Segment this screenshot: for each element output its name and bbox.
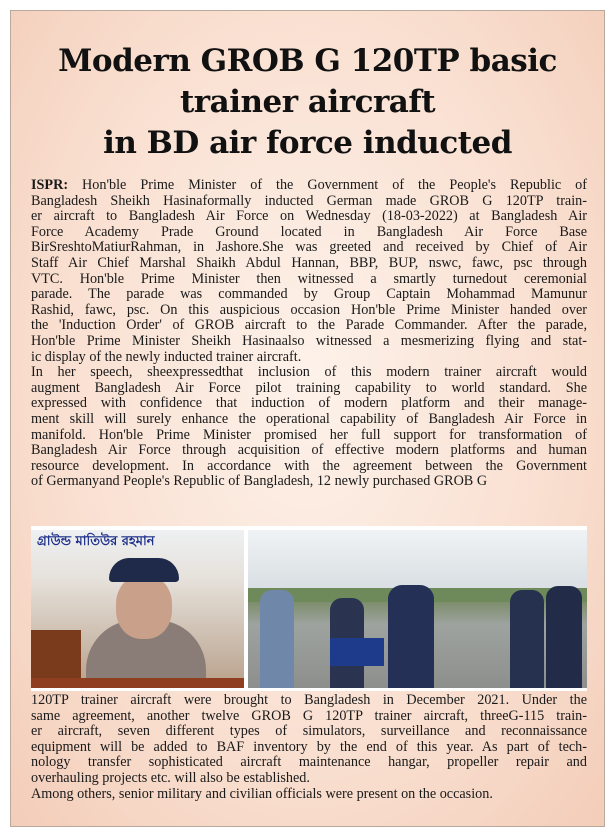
text-line: Bangladesh Sheikh Hasinaformally inducted German made GROB G 120TP train- — [31, 193, 587, 209]
text-line: manifold. Hon'ble Prime Minister promised her full support for transformation of — [31, 427, 587, 443]
text-line: Hon'ble Prime Minister Sheikh Hasinaalso witnessed a mesmerizing flying and stat- — [31, 333, 587, 349]
newspaper-clipping — [10, 10, 605, 827]
text-line: 120TP trainer aircraft were brought to Bangladesh in December 2021. Under the — [31, 693, 587, 708]
text-line: resource development. In accordance with the agreement between the Government — [31, 458, 587, 474]
text-line: Rashid, fawc, psc. On this auspicious occasion Hon'ble Prime Minister handed over — [31, 302, 587, 318]
photo-strip — [31, 526, 587, 691]
text-line: the 'Induction Order' of GROB aircraft to the Parade Commander. After the parade, — [31, 318, 587, 334]
article-body-bottom — [31, 693, 587, 802]
text-line: expressed with confidence that induction of modern platform and their manage- — [31, 396, 587, 412]
text-line: Staff Air Chief Marshal Shaikh Abdul Hannan, BBP, BUP, nswc, fawc, psc through — [31, 255, 587, 271]
text-line: same agreement, another twelve GROB G 120TP trainer aircraft, threeG-115 train- — [31, 708, 587, 724]
headline-line: trainer aircraft — [179, 84, 436, 120]
text-line: VTC. Hon'ble Prime Minister then witnessed a smartly turnedout ceremonial — [31, 271, 587, 287]
photo-prime-minister-vtc — [31, 530, 244, 688]
text-line: ment skill will surely enhance the operational capability of Bangladesh Air Force in — [31, 411, 587, 427]
text-line: ic display of the newly inducted trainer aircraft. — [31, 349, 302, 365]
text-span: Hon'ble Prime Minister of the Government of the People's Republic of — [68, 178, 587, 193]
text-line: er aircraft to Bangladesh Air Force on Wednesday (18-03-2022) at Bangladesh Air — [31, 209, 587, 225]
text-line: Force Academy Prade Ground located in Bangladesh Air Force Base — [31, 224, 587, 240]
text-line: BirSreshtoMatiurRahman, in Jashore.She was greeted and received by Chief of Air — [31, 240, 587, 256]
photo-induction-ceremony — [248, 530, 587, 688]
text-line: of Germanyand People's Republic of Bangladesh, 12 newly purchased GROB G — [31, 474, 488, 490]
headline-line: in BD air force inducted — [103, 125, 512, 161]
headline — [11, 41, 604, 164]
bengali-banner-text: গ্রাউন্ড মাতিউর রহমান — [37, 534, 155, 549]
text-line: equipment will be added to BAF inventory by the end of this year. As part of tech- — [31, 739, 587, 755]
text-line: In her speech, sheexpressedthat inclusion of this modern trainer aircraft would — [31, 365, 587, 381]
text-line: Bangladesh Air Force through acquisition of effective modern platforms and human — [31, 443, 587, 459]
article-body-top — [31, 178, 587, 490]
text-line — [31, 178, 587, 194]
text-line: parade. The parade was commanded by Group Captain Mohammad Mamunur — [31, 287, 587, 303]
source-label: ISPR: — [31, 178, 69, 193]
text-line: augment Bangladesh Air Force pilot training capability to world standard. She — [31, 380, 587, 396]
text-line: er aircraft, seven different types of simulators, surveillance and reconnaissance — [31, 724, 587, 740]
text-line: overhauling projects etc. will also be established. — [31, 770, 310, 786]
text-line: Among others, senior military and civilian officials were present on the occasion. — [31, 786, 493, 802]
text-line: nology transfer sophisticated aircraft maintenance hangar, propeller repair and — [31, 755, 587, 771]
headline-line: Modern GROB G 120TP basic — [58, 43, 557, 79]
